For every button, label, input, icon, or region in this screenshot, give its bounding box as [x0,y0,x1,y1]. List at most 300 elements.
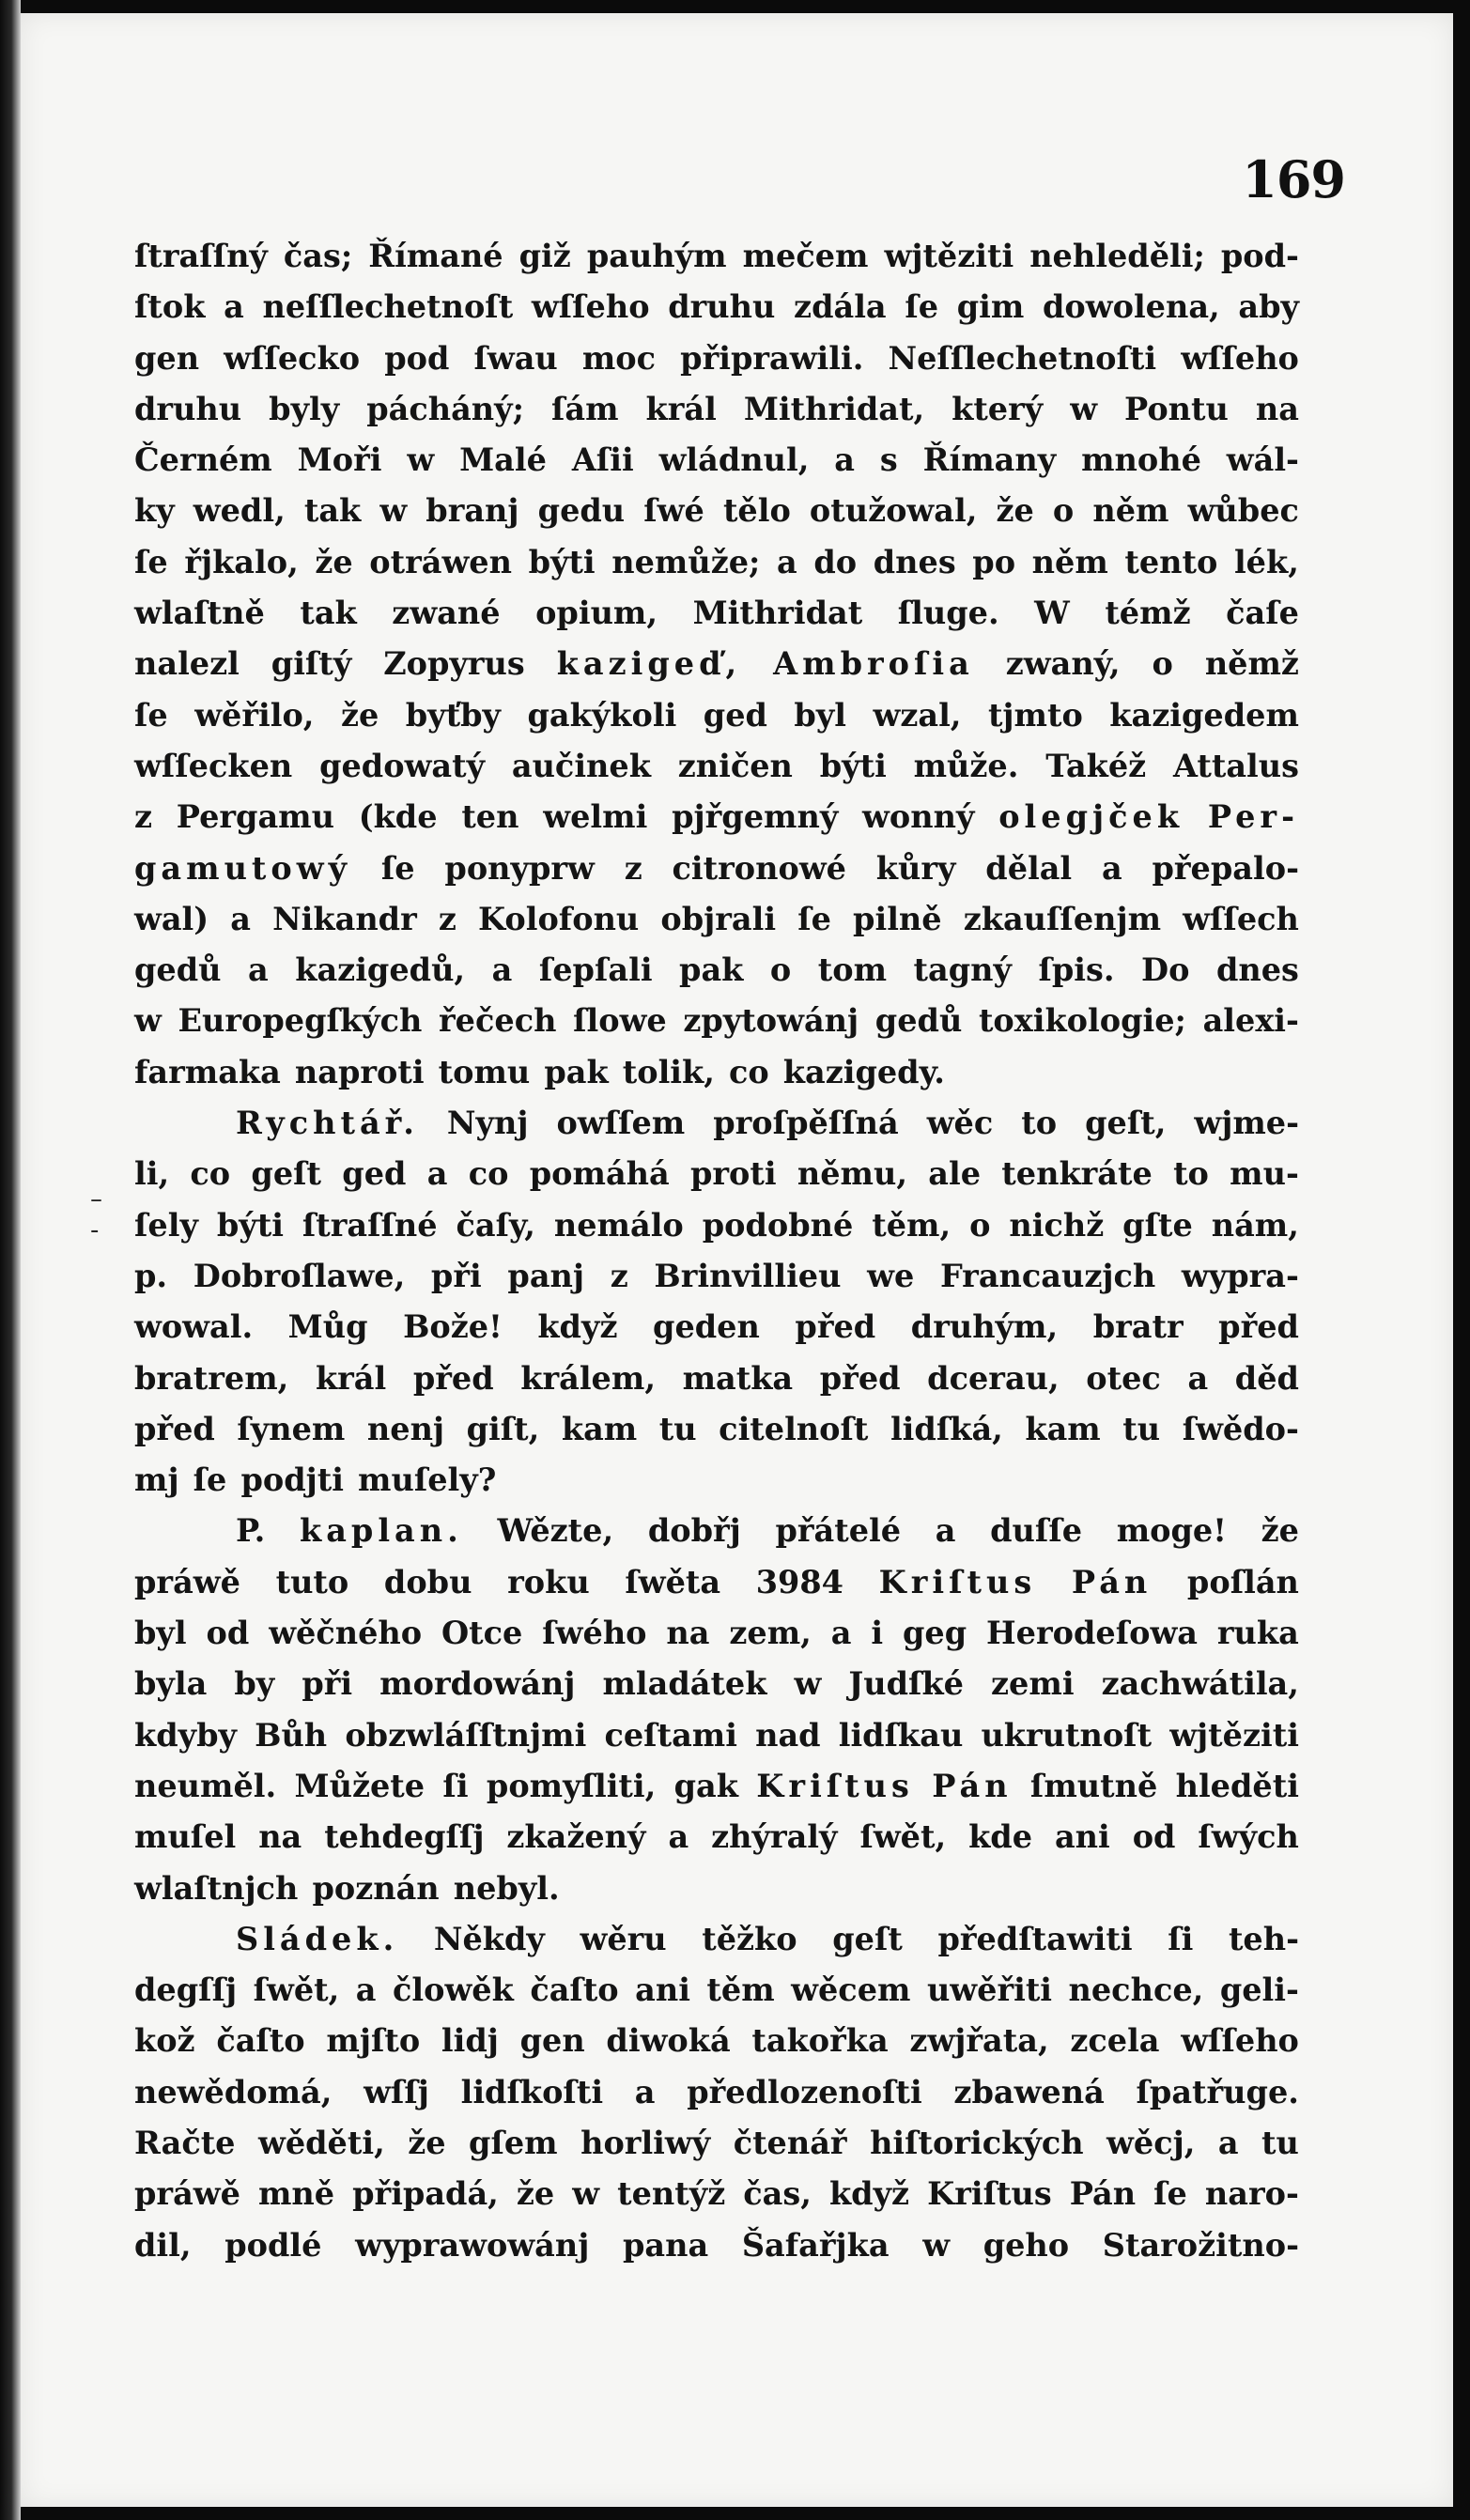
word: čaſto [530,1971,619,2009]
word: Římané [368,238,503,274]
word: lidſká, [890,1410,1003,1447]
text-line [134,231,1299,282]
word: tu [1122,1410,1161,1447]
word: zpytowánj [683,1002,859,1040]
word: nám, [1211,1206,1299,1244]
word: pjřgemný [672,798,839,836]
word: W [1034,595,1070,632]
word: ſluge. [897,595,999,632]
word: těm [706,1971,775,2009]
word: pod- [1220,238,1299,274]
word: pomyſliti, [486,1767,657,1804]
text-line [134,2169,1299,2219]
word: lidſkau [838,1716,964,1754]
text-line [134,537,1299,588]
word: poſlán [1186,1563,1299,1600]
word: nemálo [553,1206,684,1244]
word: čaſy, [456,1206,535,1244]
word: alexi- [1202,1002,1299,1040]
text-line [134,1404,1299,1455]
word: přátelé [775,1512,902,1550]
word: ſwého [542,1615,647,1652]
word: Ambroſia [773,645,974,683]
text-line [134,2220,1299,2271]
word: ſtraſſné [302,1206,438,1244]
word: ponyprw [444,849,595,887]
text-line [134,1302,1299,1353]
word: kde [968,1818,1033,1856]
word: druhu [134,390,242,427]
word: že [315,543,353,580]
word: Per- [1207,798,1299,836]
word: a [1217,2124,1239,2161]
word: citelnoſt [719,1410,869,1447]
text-line [134,1047,1299,1098]
word: Můg [287,1308,368,1346]
word: wěděti, [257,2124,385,2161]
word: wſſech [1183,900,1299,937]
word: Mithridat, [743,390,925,427]
text-line [134,1200,1299,1251]
word: kam [561,1410,638,1447]
word: těm, [872,1206,952,1244]
word: zbawená [953,2073,1105,2110]
word: Francauzjch [939,1257,1156,1294]
word: na [258,1818,302,1856]
text-line [134,2118,1299,2169]
word: gen [519,2022,585,2060]
word: citronowé [672,849,846,887]
word: zkažený [506,1818,646,1856]
word: pilně [853,900,942,937]
word: býti [216,1206,284,1244]
word: muſel [134,1818,237,1856]
word: Wězte, [497,1512,614,1550]
word: Římany [922,441,1057,479]
word: ani [635,1971,690,2009]
word: připrawili. [680,339,864,377]
word: zkauſſenjm [963,900,1162,937]
word: w [379,492,408,530]
word: ſepſali [538,951,653,989]
word: a [668,1818,689,1856]
word: (kde [358,798,438,836]
word: wěru [580,1920,667,1957]
word: zem, [729,1615,812,1652]
word: wěřilo, [194,696,315,734]
word: ſwět, [253,1971,340,2009]
word: Nynj [446,1105,529,1142]
word: dělal [985,849,1073,887]
word: gedů [134,951,222,989]
word: něm [1031,543,1108,580]
word: zhýralý [711,1818,838,1856]
word: Starožitno- [1102,2226,1299,2264]
word: wyprawowánj [355,2226,590,2264]
word: ſlowe [573,1002,667,1040]
word: ſwau [473,339,558,377]
word: Pán [1071,1563,1153,1600]
word: geſt [832,1920,903,1957]
word: králem, [520,1359,656,1397]
word: kož [134,2022,195,2060]
word: Rychtář. [236,1105,419,1142]
word: mu- [1230,1155,1299,1193]
text-line [134,1761,1299,1812]
word: tu [658,1410,697,1447]
word: otec [1086,1359,1161,1397]
word: neuměl. [134,1767,277,1804]
word: w [794,1665,822,1703]
word: Bože! [403,1308,503,1346]
word: Pán [932,1767,1013,1804]
word: li, [134,1155,170,1193]
word: tehdegſſj [324,1818,485,1856]
word: wěčného [269,1615,423,1652]
word: Brinvillieu [654,1257,842,1294]
word: wlaſtně [134,595,265,632]
word: otráwen [369,543,512,580]
word: přepalo- [1152,849,1299,887]
word: byl [134,1615,187,1652]
word: wěc [926,1105,994,1142]
word: owſſem [556,1105,686,1142]
word: bratr [1092,1308,1184,1346]
word: ſám [550,390,619,427]
word: moge! [1116,1512,1227,1550]
word: geho [983,2226,1070,2264]
word: kůry [875,849,956,887]
word: diwoká [606,2022,731,2060]
word: wěcj, [1106,2124,1196,2161]
word: čaſe [1226,595,1299,632]
word: uwěřiti [926,1971,1053,2009]
text-line [134,741,1299,792]
word: ukrutnoſt [981,1716,1153,1754]
word: čtenář [733,2124,847,2161]
word: wjtěziti [1169,1716,1299,1754]
word: kaplan. [299,1512,463,1550]
word: kdyby [134,1716,237,1754]
word: němž [1204,645,1299,683]
word: Pán [1069,2175,1137,2213]
word: co [728,1053,769,1090]
text-line [134,1557,1299,1608]
word: kazigedem [1109,696,1299,734]
text-line [134,2067,1299,2118]
word: a [491,951,513,989]
word: p. [134,1257,168,1294]
word: ged [342,1155,407,1193]
word: Attalus [1173,747,1299,784]
word: Europegſkých [178,1002,423,1040]
word: proſpěſſná [713,1105,899,1142]
word: nichž [1009,1206,1105,1244]
word: lidſkoſti [460,2073,604,2110]
text-line [134,1251,1299,1302]
word: a [834,441,855,479]
word: který [952,390,1044,427]
word: gſte [1122,1206,1193,1244]
word: když [828,2175,910,2213]
word: geg [902,1615,967,1652]
word: ſwět, [859,1818,947,1856]
word: mečem [742,238,869,274]
margin-dash-mark: - [90,1216,100,1245]
word: horliwý [580,2124,711,2161]
word: Pontu [1124,390,1229,427]
text-line [134,639,1299,689]
word: ged [703,696,767,734]
text-line [134,2016,1299,2066]
word: geli- [1219,1971,1299,2009]
word: Kriſtus [878,1563,1037,1600]
word: zemi [991,1665,1075,1703]
word: giž [518,238,571,274]
text-line [134,1710,1299,1761]
word: wſſeho [531,288,650,326]
word: opium, [535,595,658,632]
word: pauhým [586,238,727,274]
word: w [922,2226,951,2264]
word: naro- [1204,2175,1299,2213]
word: 3984 [755,1563,843,1600]
text-line [134,1608,1299,1659]
word: hiſtorických [870,2124,1084,2161]
word: wſſecko [224,339,361,377]
word: dobřj [647,1512,741,1550]
word: těžko [702,1920,797,1957]
word: mjſto [326,2022,421,2060]
word: a [1187,1359,1209,1397]
word: w [407,441,435,479]
word: pomáhá [529,1155,670,1193]
word: ſely [134,1206,198,1244]
word: pácháný; [366,390,524,427]
word: wěcem [791,1971,911,2009]
word: otužowal, [809,492,978,530]
word: Dobroſlawe, [193,1257,406,1294]
word: a [230,900,251,937]
word: nalezl [134,645,240,683]
word: podobné [702,1206,854,1244]
word: ſtraſſný [134,238,268,274]
word: gedů [874,1002,963,1040]
word: w [572,2175,600,2213]
text-line [134,1659,1299,1709]
word: tu [1261,2124,1299,2161]
text-line [134,1149,1299,1199]
text-line [134,333,1299,384]
word: ſe [134,543,168,580]
word: a [830,1615,852,1652]
word: Pergamu [176,798,334,836]
word: práwě [134,1563,240,1600]
word: Kriſtus [927,2175,1052,2213]
word: ſtok [134,288,206,326]
word: z [610,1257,628,1294]
word: gamutowý [134,849,352,887]
word: tak [300,595,357,632]
word: dobu [383,1563,472,1600]
word: němu, [797,1155,908,1193]
word: a [224,288,244,326]
text-line [134,1812,1299,1863]
word: pak [679,951,744,989]
word: ſwé [643,492,704,530]
word: wſſj [364,2073,429,2110]
word: o [769,951,792,989]
word: poznán [312,1869,440,1907]
word: že [408,2124,446,2161]
word: a [355,1971,377,2009]
word: Herodeſowa [986,1615,1199,1652]
word: ſi [1168,1920,1194,1957]
word: ſi [442,1767,469,1804]
word: ſe [380,849,415,887]
word: když [537,1308,618,1346]
word: ſe [134,696,168,734]
word: objrali [660,900,777,937]
word: Černém [134,441,272,479]
word: může. [913,747,1019,784]
word: ruka [1216,1615,1299,1652]
word: wůbec [1187,492,1299,530]
word: wál- [1226,441,1299,479]
text-line [134,486,1299,536]
text-line [134,1353,1299,1404]
word: Judſké [848,1665,964,1703]
word: a [777,543,797,580]
word: ceſtami [604,1716,737,1754]
word: Bůh [255,1716,328,1754]
word: giſtý [271,645,352,683]
word: dnes [873,543,956,580]
word: nechce, [1068,1971,1204,2009]
word: od [206,1615,250,1652]
word: ſe [1153,2175,1187,2213]
word: ſwěta [625,1563,721,1600]
word: proti [689,1155,777,1193]
word: čas, [743,2175,812,2213]
word: druhým, [910,1308,1059,1346]
word: před [1218,1308,1299,1346]
word: gim [956,288,1025,326]
word: by [234,1665,275,1703]
word: w [134,1002,162,1040]
word: nenj [366,1410,445,1447]
word: wedl, [193,492,286,530]
word: po [972,543,1016,580]
word: branj [426,492,519,530]
word: tagný [913,951,1012,989]
word: co [190,1155,231,1193]
word: Kriſtus [756,1767,914,1804]
word: ſynem [237,1410,346,1447]
body-text [134,231,1299,2271]
word: připadá, [352,2175,499,2213]
word: duſſe [990,1512,1083,1550]
word: že [340,696,379,734]
word: z [438,900,456,937]
word: wjme- [1194,1105,1299,1142]
text-line [134,996,1299,1046]
word: P. [236,1512,266,1550]
word: král [315,1359,387,1397]
word: wzal, [873,696,962,734]
word: wládnul, [658,441,810,479]
word: roku [507,1563,590,1600]
page-number: 169 [1242,149,1345,209]
word: hleděti [1175,1767,1299,1804]
word: obzwláſſtnjmi [345,1716,587,1754]
word: kazigedů, [295,951,466,989]
word: olegjček [998,798,1184,836]
word: ſpis. [1038,951,1115,989]
word: wal) [134,900,209,937]
word: degſſj [134,1971,238,2009]
word: zachwátila, [1101,1665,1299,1703]
word: Aſii [571,441,634,479]
word: mně [257,2175,335,2213]
word: lidj [441,2022,499,2060]
word: Do [1141,951,1190,989]
word: wſſeho [1181,339,1299,377]
text-line [134,1506,1299,1556]
word: gakýkoli [527,696,677,734]
word: byla [134,1665,208,1703]
word: Můžete [294,1767,426,1804]
word: z [134,798,153,836]
word: předſtawiti [937,1920,1133,1957]
word: mordowánj [379,1665,576,1703]
word: ſwědo- [1182,1410,1299,1447]
word: i [871,1615,884,1652]
word: o [969,1206,991,1244]
word: gen [134,339,200,377]
word: že [516,2175,555,2213]
word: farmaka [134,1053,281,1090]
word: tomu [438,1053,531,1090]
word: druhu [668,288,776,326]
word: wonný [862,798,975,836]
word: Takéž [1045,747,1147,784]
word: welmi [543,798,648,836]
word: tjmto [987,696,1083,734]
word: Někdy [433,1920,545,1957]
word: lék, [1233,543,1299,580]
word: tělo [722,492,791,530]
word: ale [928,1155,982,1193]
word: mladátek [602,1665,767,1703]
word: řjkalo, [184,543,299,580]
word: geden [653,1308,760,1346]
word: z [624,849,642,887]
word: tuto [275,1563,349,1600]
word: tento [1124,543,1218,580]
word: takořka [751,2022,889,2060]
word: geſt, [1085,1105,1167,1142]
word: Kolofonu [478,900,640,937]
word: od [1132,1818,1176,1856]
word: a [935,1512,956,1550]
word: teh- [1228,1920,1299,1957]
word: něm [1092,492,1169,530]
text-line [134,792,1299,843]
word: a [426,1155,448,1193]
word: wowal. [134,1308,254,1346]
word: giſt, [466,1410,540,1447]
